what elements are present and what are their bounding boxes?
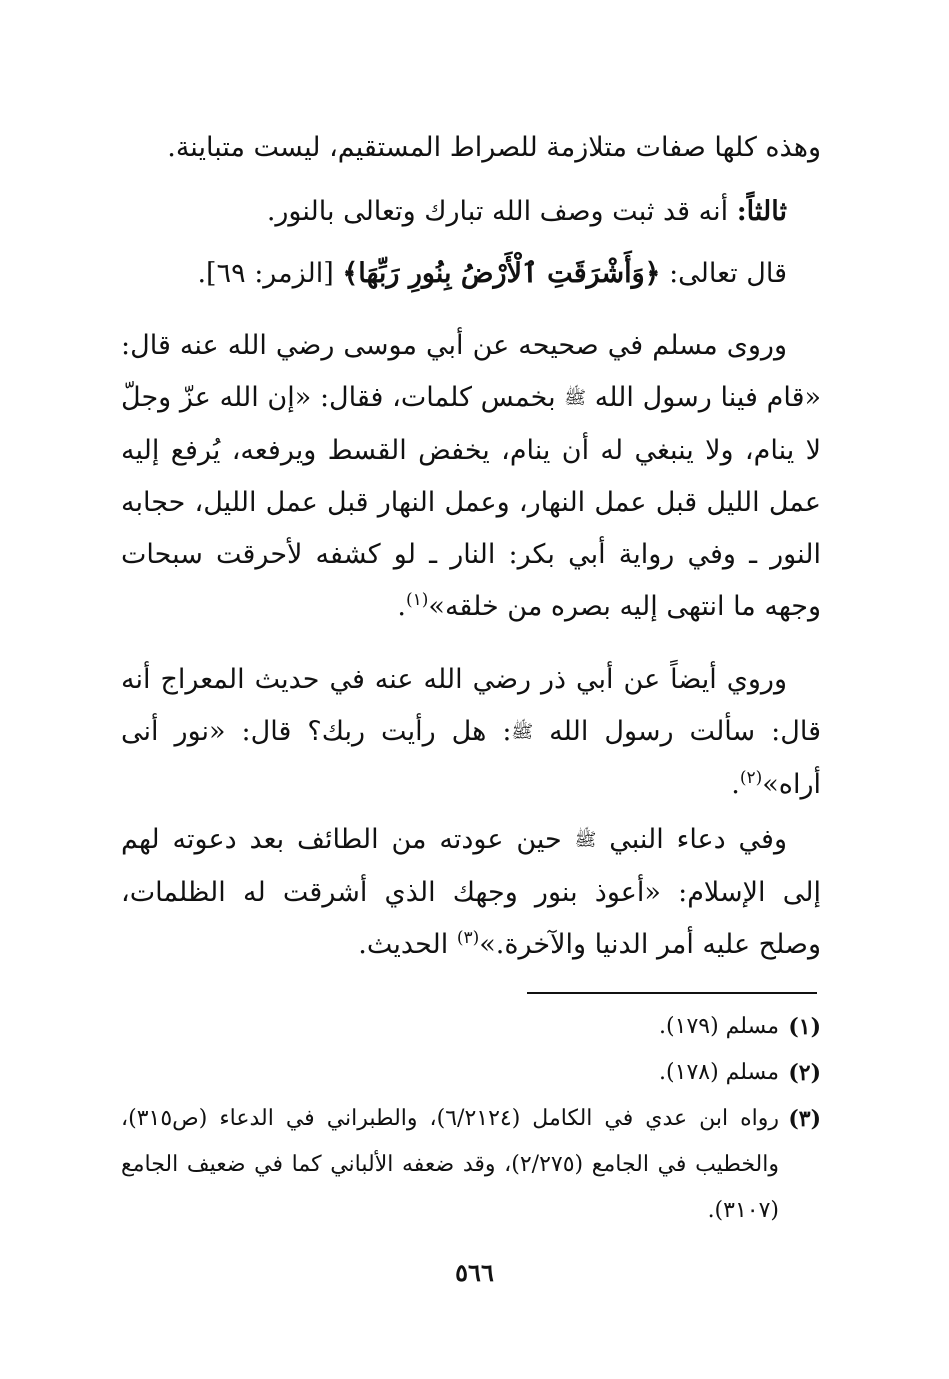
page-number: ٥٦٦ xyxy=(455,1258,494,1287)
paragraph-2 xyxy=(121,186,821,238)
footnote-text: رواه ابن عدي في الكامل (٦/٢١٢٤)، والطبراني في الدعاء (ص٣١٥)، والخطيب في الجامع (٢/٢٧٥)، وقد ضعفه الألباني كما في ضعيف الجامع (٣١٠٧). xyxy=(121,1106,780,1223)
salawat-glyph: ﷺ xyxy=(511,721,534,743)
salawat-glyph: ﷺ xyxy=(564,387,587,409)
paragraph-5-text-b: : هل رأيت ربك؟ قال: «نور أنى أراه» xyxy=(121,716,821,800)
footnote-ref-3: (٣) xyxy=(456,927,480,948)
paragraph-6-end: الحديث. xyxy=(358,928,457,960)
footnote-number: (١) xyxy=(788,1014,821,1040)
footnote-2 xyxy=(121,1050,821,1096)
paragraph-5-end: . xyxy=(731,768,740,800)
paragraph-4-text-a: وروى مسلم في صحيحه عن أبي موسى رضي الله عنه قال: «قام فينا رسول الله xyxy=(121,330,821,413)
paragraph-5 xyxy=(121,654,821,811)
footnote-text: مسلم (١٧٩). xyxy=(659,1014,779,1039)
paragraph-4-text-b: بخمس كلمات، فقال: «إن الله عزّ وجلّ لا ينام، ولا ينبغي له أن ينام، يخفض القسط ويرفعه، يُرفع إليه عمل الليل قبل عمل النهار، وعمل النهار قبل عمل الليل، حجابه النور ـ وفي رواية أبي بكر: النار ـ لو كشفه لأحرقت سبحات وجهه ما انتهى إليه بصره من خلقه» xyxy=(121,382,821,622)
quran-verse: ﴿وَأَشْرَقَتِ ٱلْأَرْضُ بِنُورِ رَبِّهَا﴾ xyxy=(342,258,661,289)
footnote-number: (٢) xyxy=(788,1060,821,1086)
footnote-number: (٣) xyxy=(788,1106,821,1132)
paragraph-1-text: وهذه كلها صفات متلازمة للصراط المستقيم، ليست متباينة. xyxy=(167,132,821,163)
footnote-1 xyxy=(121,1004,821,1050)
salawat-glyph: ﷺ xyxy=(574,829,597,851)
paragraph-3-intro: قال تعالى: xyxy=(660,258,787,289)
footnote-text: مسلم (١٧٨). xyxy=(659,1060,779,1085)
paragraph-6-text-b: حين عودته من الطائف بعد دعوته لهم إلى الإسلام: «أعوذ بنور وجهك الذي أشرقت له الظلمات، وصلح عليه أمر الدنيا والآخرة.» xyxy=(121,824,821,960)
paragraph-4-end: . xyxy=(397,590,406,622)
footnote-ref-1: (١) xyxy=(406,589,429,610)
paragraph-5-text-a: وروي أيضاً عن أبي ذر رضي الله عنه في حديث المعراج أنه قال: سألت رسول الله xyxy=(121,664,822,747)
paragraph-4 xyxy=(121,320,821,633)
paragraph-2-text: أنه قد ثبت وصف الله تبارك وتعالى بالنور. xyxy=(266,196,737,227)
footnote-ref-2: (٢) xyxy=(739,767,763,788)
paragraph-3 xyxy=(121,248,821,300)
section-lead-thirdly: ثالثاً: xyxy=(736,196,787,227)
verse-reference: [الزمر: ٦٩]. xyxy=(197,258,343,289)
footnote-divider xyxy=(527,992,817,994)
paragraph-6 xyxy=(121,814,821,971)
footnote-3 xyxy=(121,1096,821,1234)
footnotes xyxy=(121,1004,821,1234)
paragraph-6-text-a: وفي دعاء النبي xyxy=(596,824,787,855)
paragraph-1 xyxy=(121,122,821,174)
